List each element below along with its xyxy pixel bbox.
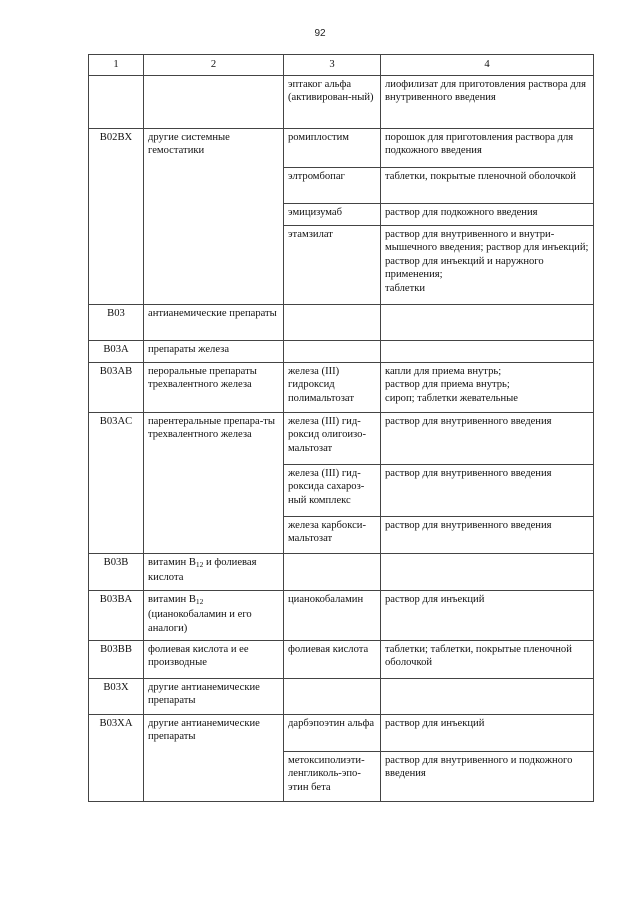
drug-name: эптаког альфа (активирован-ный) [284,76,381,129]
dosage-form: раствор для внутривенного и подкожного введения [381,752,594,802]
table-row [89,76,594,129]
group-name [144,76,284,129]
atc-code: B03B [89,554,144,591]
page-number: 92 [314,28,326,39]
group-name: другие системные гемостатики [144,129,284,305]
atc-code: B03X [89,679,144,715]
table-row [89,554,594,591]
group-name: антианемические препараты [144,305,284,341]
dosage-form [381,679,594,715]
column-header-3: 3 [284,55,381,76]
atc-code: B03BA [89,591,144,641]
atc-code: B03BB [89,641,144,679]
table-row [89,341,594,363]
table-row [89,715,594,752]
dosage-form: раствор для внутривенного и внутри-мышечного введения; раствор для инъекций; раствор для инъекций и наружного применения; таблетки [381,226,594,305]
group-name: пероральные препараты трехвалентного железа [144,363,284,413]
drug-name: цианокобаламин [284,591,381,641]
dosage-form: раствор для инъекций [381,715,594,752]
drug-name [284,305,381,341]
column-header-4: 4 [381,55,594,76]
group-name: фолиевая кислота и ее производные [144,641,284,679]
drug-name: дарбэпоэтин альфа [284,715,381,752]
drug-name: железа (III) гидроксид полимальтозат [284,363,381,413]
dosage-form: раствор для инъекций [381,591,594,641]
table-row [89,305,594,341]
group-name: парентеральные препара-ты трехвалентного железа [144,413,284,554]
atc-code: B03AC [89,413,144,554]
drug-name: железа (III) гид-роксид олигоизо-мальтозат [284,413,381,465]
table-row [89,129,594,168]
drug-name: элтромбопаг [284,168,381,204]
dosage-form: капли для приема внутрь; раствор для приема внутрь; сироп; таблетки жевательные [381,363,594,413]
group-name: витамин $B_{12}$ и фолиевая кислота [144,554,284,591]
group-name: препараты железа [144,341,284,363]
dosage-form [381,341,594,363]
drug-name: фолиевая кислота [284,641,381,679]
drug-name: железа карбокси-мальтозат [284,517,381,554]
drug-name: этамзилат [284,226,381,305]
atc-code: B03A [89,341,144,363]
medication-table [88,54,594,802]
group-name: другие антианемические препараты [144,715,284,802]
drug-name [284,341,381,363]
dosage-form: раствор для внутривенного введения [381,517,594,554]
dosage-form: таблетки; таблетки, покрытые пленочной оболочкой [381,641,594,679]
dosage-form: таблетки, покрытые пленочной оболочкой [381,168,594,204]
dosage-form: раствор для подкожного введения [381,204,594,226]
column-header-1: 1 [89,55,144,76]
drug-name: ромиплостим [284,129,381,168]
table-row [89,679,594,715]
atc-code [89,76,144,129]
table-row [89,363,594,413]
atc-code: B03XA [89,715,144,802]
drug-name: эмицизумаб [284,204,381,226]
column-header-2: 2 [144,55,284,76]
dosage-form [381,554,594,591]
drug-name: железа (III) гид-роксида сахароз-ный комплекс [284,465,381,517]
drug-name [284,554,381,591]
table-row [89,591,594,641]
atc-code: B03 [89,305,144,341]
dosage-form [381,305,594,341]
dosage-form: порошок для приготовления раствора для подкожного введения [381,129,594,168]
atc-code: B02BX [89,129,144,305]
table-row [89,641,594,679]
header-row [89,55,594,76]
dosage-form: раствор для внутривенного введения [381,413,594,465]
atc-code: B03AB [89,363,144,413]
drug-name: метоксиполиэти-ленгликоль-эпо-этин бета [284,752,381,802]
group-name: витамин $B_{12}$ (цианокобаламин и его аналоги) [144,591,284,641]
group-name: другие антианемические препараты [144,679,284,715]
dosage-form: раствор для внутривенного введения [381,465,594,517]
table-row [89,413,594,465]
drug-name [284,679,381,715]
dosage-form: лиофилизат для приготовления раствора для внутривенного введения [381,76,594,129]
